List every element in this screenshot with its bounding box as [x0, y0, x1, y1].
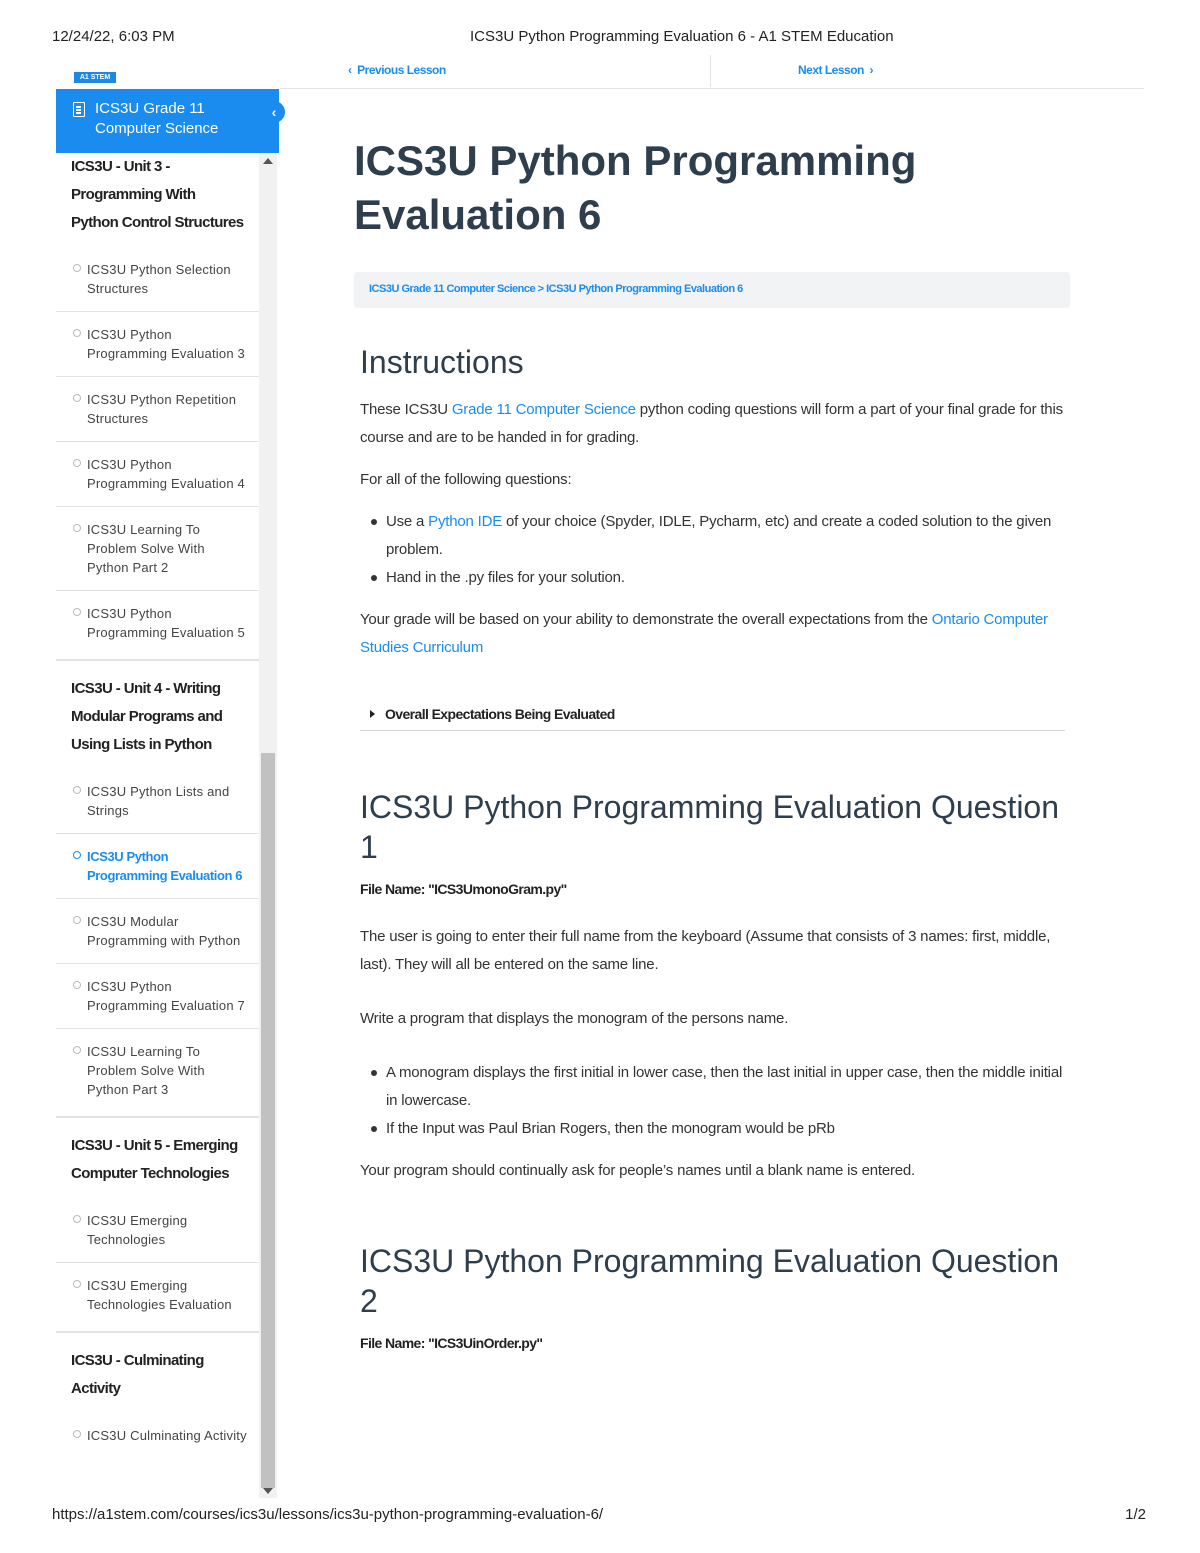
question-1-task: Write a program that displays the monogram of the persons name. [360, 1010, 789, 1027]
list-item: A monogram displays the first initial in lower case, then the last initial in upper case, then the middle initial in lowercase. [370, 1059, 1065, 1115]
sidebar-lesson-label: ICS3U Python Selection Structures [87, 262, 231, 296]
scroll-down-icon[interactable] [263, 1488, 273, 1494]
question-2-filename: File Name: "ICS3UinOrder.py" [360, 1335, 543, 1351]
list-item: Hand in the .py files for your solution. [370, 564, 1065, 592]
instructions-intro: For all of the following questions: [360, 471, 572, 488]
sidebar-section [56, 153, 260, 661]
sidebar-section-title[interactable]: ICS3U - Culminating Activity [71, 1352, 204, 1397]
sidebar-section [56, 1132, 260, 1333]
lesson-status-circle-icon [73, 264, 81, 272]
sidebar-lesson[interactable] [56, 442, 260, 507]
print-footer [0, 1506, 1200, 1526]
print-url: https://a1stem.com/courses/ics3u/lessons/ics3u-python-programming-evaluation-6/ [52, 1506, 604, 1523]
question-1-filename: File Name: "ICS3UmonoGram.py" [360, 881, 567, 897]
sidebar-lesson-label: ICS3U Python Programming Evaluation 3 [87, 327, 245, 361]
sidebar-lesson-label: ICS3U Emerging Technologies [87, 1213, 188, 1247]
next-lesson-label: Next Lesson [798, 63, 864, 77]
overall-expectations-label: Overall Expectations Being Evaluated [385, 706, 615, 722]
question-1-repeat: Your program should continually ask for people’s names until a blank name is entered. [360, 1162, 916, 1179]
sidebar-scrollbar[interactable] [259, 153, 277, 1498]
sidebar-lesson-label: ICS3U Python Programming Evaluation 4 [87, 457, 245, 491]
curriculum-link[interactable]: Ontario Computer Studies Curriculum [360, 611, 1048, 656]
instructions-heading: Instructions [360, 344, 524, 380]
sidebar-lesson-label: ICS3U Python Programming Evaluation 7 [87, 979, 245, 1013]
lesson-status-circle-icon [73, 1430, 81, 1438]
sidebar-lesson-label: ICS3U Python Lists and Strings [87, 784, 230, 818]
chevron-left-icon: ‹ [271, 104, 277, 120]
sidebar-lesson[interactable] [56, 377, 260, 442]
grading-paragraph: Your grade will be based on your ability to demonstrate the overall expectations from the Ontario Computer Studies Curriculum [360, 611, 1048, 656]
sidebar-lesson-label: ICS3U Learning To Problem Solve With Python Part 3 [87, 1044, 205, 1097]
sidebar-section [56, 675, 260, 1118]
sidebar-lesson[interactable] [56, 1198, 260, 1263]
print-header [0, 28, 1200, 48]
chevron-right-icon: › [869, 63, 874, 77]
sidebar-section-title[interactable]: ICS3U - Unit 3 - Programming With Python Control Structures [71, 158, 244, 231]
next-lesson-link[interactable] [798, 63, 873, 77]
sidebar-collapse-button[interactable] [263, 101, 285, 123]
sidebar-lesson[interactable] [56, 507, 260, 591]
breadcrumb-course-link[interactable]: ICS3U Grade 11 Computer Science [369, 283, 536, 295]
chevron-left-icon: ‹ [348, 63, 352, 77]
sidebar-lesson[interactable] [56, 247, 260, 312]
instructions-list [370, 508, 1065, 592]
lesson-status-circle-icon [73, 786, 81, 794]
list-item: Use a Python IDE of your choice (Spyder, IDLE, Pycharm, etc) and create a coded solution to the given problem. [370, 508, 1065, 564]
page-title: ICS3U Python Programming Evaluation 6 [354, 137, 917, 238]
sidebar-lesson[interactable] [56, 1263, 260, 1327]
previous-lesson-label: Previous Lesson [357, 63, 446, 77]
caret-right-icon [370, 710, 375, 718]
lesson-navigation [280, 55, 1144, 89]
sidebar-lesson[interactable] [56, 591, 260, 655]
lesson-status-circle-icon [73, 1215, 81, 1223]
print-title: ICS3U Python Programming Evaluation 6 - A1 STEM Education [470, 28, 894, 45]
sidebar-lesson[interactable] [56, 899, 260, 964]
grade-11-link[interactable]: Grade 11 Computer Science [451, 401, 636, 418]
main-content [354, 134, 1070, 1351]
sidebar-lesson-label: ICS3U Python Programming Evaluation 6 [87, 849, 243, 883]
course-title-box[interactable] [56, 89, 279, 153]
sidebar-section [56, 1347, 260, 1462]
lesson-status-circle-icon [73, 394, 81, 402]
nav-divider [710, 55, 711, 87]
sidebar-section-title[interactable]: ICS3U - Unit 5 - Emerging Computer Technologies [71, 1137, 238, 1182]
sidebar-lesson[interactable] [56, 964, 260, 1029]
overall-expectations-toggle[interactable] [360, 706, 1065, 731]
question-1-heading: ICS3U Python Programming Evaluation Question 1 [360, 789, 1060, 865]
course-title: ICS3U Grade 11 Computer Science [95, 100, 219, 137]
sidebar-lesson[interactable] [56, 1029, 260, 1112]
lesson-status-circle-icon [73, 851, 81, 859]
lesson-status-circle-icon [73, 459, 81, 467]
sidebar-lesson-active[interactable] [56, 834, 260, 899]
sidebar-lesson[interactable] [56, 312, 260, 377]
print-datetime: 12/24/22, 6:03 PM [52, 28, 175, 45]
sidebar-lesson-label: ICS3U Learning To Problem Solve With Python Part 2 [87, 522, 205, 575]
sidebar-lesson-list[interactable] [56, 153, 279, 1498]
sidebar-lesson-label: ICS3U Python Programming Evaluation 5 [87, 606, 245, 640]
scroll-up-icon[interactable] [263, 158, 273, 164]
lesson-status-circle-icon [73, 981, 81, 989]
site-logo[interactable]: A1 STEM [74, 72, 116, 83]
lesson-status-circle-icon [73, 1280, 81, 1288]
scrollbar-thumb[interactable] [261, 753, 275, 1488]
lesson-status-circle-icon [73, 524, 81, 532]
sidebar-lesson-label: ICS3U Modular Programming with Python [87, 914, 241, 948]
sidebar-section-title[interactable]: ICS3U - Unit 4 - Writing Modular Programs and Using Lists in Python [71, 680, 223, 753]
python-ide-link[interactable]: Python IDE [428, 513, 503, 530]
sidebar-lesson-label: ICS3U Python Repetition Structures [87, 392, 237, 426]
sidebar-lesson-label: ICS3U Culminating Activity [87, 1428, 247, 1443]
list-item: If the Input was Paul Brian Rogers, then the monogram would be pRb [370, 1115, 1065, 1143]
question-2-heading: ICS3U Python Programming Evaluation Question 2 [360, 1243, 1060, 1319]
lesson-status-circle-icon [73, 608, 81, 616]
sidebar-lesson[interactable] [56, 769, 260, 834]
print-page-number: 1/2 [1125, 1506, 1146, 1523]
sidebar-lesson[interactable] [56, 1413, 260, 1458]
lesson-status-circle-icon [73, 329, 81, 337]
document-icon [73, 102, 85, 117]
lesson-status-circle-icon [73, 1046, 81, 1054]
previous-lesson-link[interactable] [348, 63, 446, 77]
breadcrumb [354, 272, 1070, 308]
instructions-paragraph: These ICS3U Grade 11 Computer Science python coding questions will form a part of your final grade for this course and are to be handed in for grading. [360, 401, 1063, 446]
lesson-status-circle-icon [73, 916, 81, 924]
sidebar-lesson-label: ICS3U Emerging Technologies Evaluation [87, 1278, 232, 1312]
question-1-list [370, 1059, 1065, 1143]
breadcrumb-separator: > [535, 283, 547, 295]
question-1-paragraph: The user is going to enter their full name from the keyboard (Assume that consists of 3 names: first, middle, last). They will all be entered on the same line. [360, 928, 1051, 973]
breadcrumb-lesson-link[interactable]: ICS3U Python Programming Evaluation 6 [546, 283, 743, 295]
